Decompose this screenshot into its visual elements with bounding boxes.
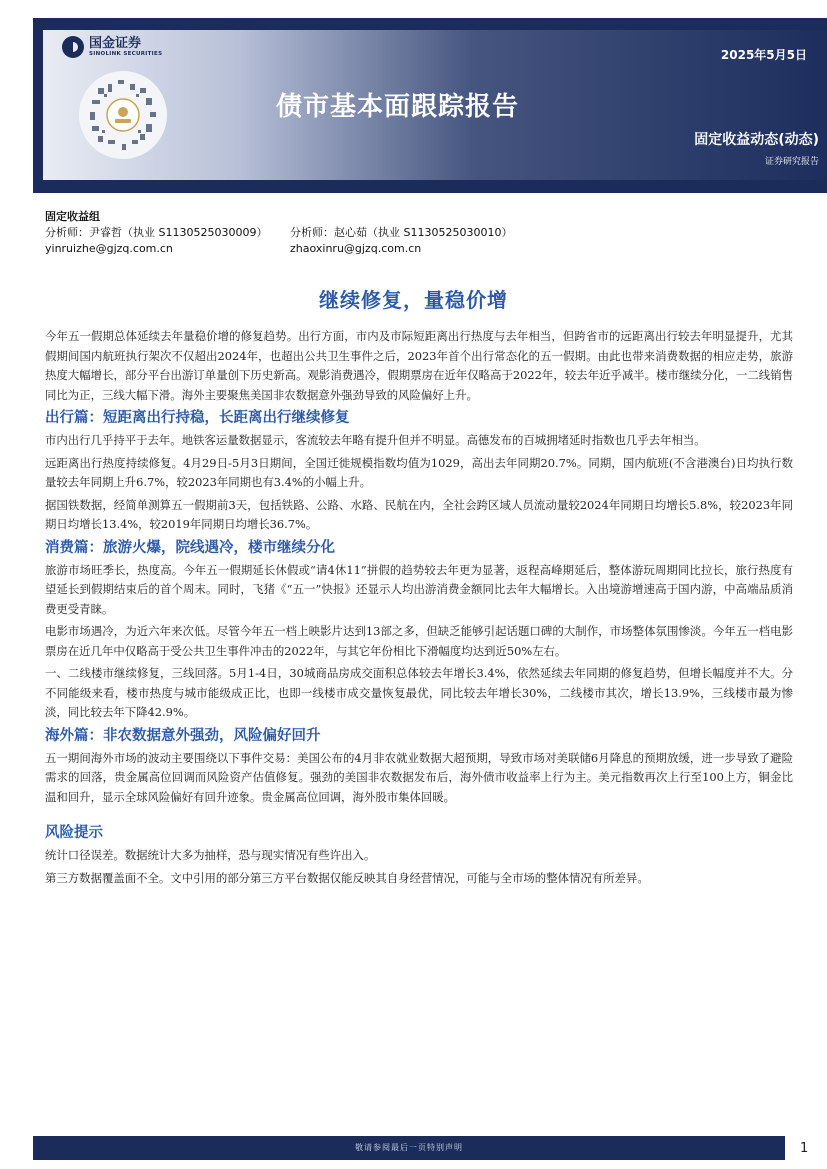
logo-mark-icon xyxy=(62,36,84,58)
analyst-1-email[interactable]: yinruizhe@gjzq.com.cn xyxy=(45,242,173,255)
paragraph: 第三方数据覆盖面不全。文中引用的部分第三方平台数据仅能反映其自身经营情况，可能与全市场的整体情况有所差异。 xyxy=(45,870,649,885)
analyst-2-email[interactable]: zhaoxinru@gjzq.com.cn xyxy=(290,242,422,255)
logo-name-en: SINOLINK SECURITIES xyxy=(89,50,163,57)
report-title: 债市基本面跟踪报告 xyxy=(276,92,520,122)
report-type: 固定收益动态(动态) xyxy=(694,132,819,148)
research-group: 固定收益组 xyxy=(45,210,100,223)
qr-code-icon xyxy=(78,70,168,160)
footer-disclaimer: 敬请参阅最后一页特别声明 xyxy=(355,1143,463,1152)
page-number: 1 xyxy=(800,1141,809,1156)
paragraph: 据国铁数据，经简单测算五一假期前3天，包括铁路、公路、水路、民航在内，全社会跨区域人员流动量较2024年同期日均增长5.8%，较2023年同期日均增长13.4%，较2019年同期日均增长36.7%。 xyxy=(45,497,793,531)
paragraph: 一、二线楼市继续修复，三线回落。5月1-4日，30城商品房成交面积总体较去年增长3.4%，依然延续去年同期的修复趋势，但增长幅度并不大。分不同能级来看，楼市热度与城市能级成正比，也即一线楼市成交量恢复最优，同比较去年增长30%，二线楼市其次，增长13.9%，三线楼市最为惨淡，同比较去年下降42.9%。 xyxy=(45,666,793,719)
paragraph: 市内出行几乎持平于去年。地铁客运量数据显示，客流较去年略有提升但并不明显。高德发布的百城拥堵延时指数也几乎去年相当。 xyxy=(45,433,706,447)
report-date: 2025年5月5日 xyxy=(720,48,807,62)
report-body xyxy=(45,327,793,891)
paragraph: 旅游市场旺季长，热度高。今年五一假期延长休假或“请4休11”拼假的趋势较去年更为显著，返程高峰期延后，整体游玩周期同比拉长，旅行热度有望延长到假期结束后的首个周末。同时，飞猪《“五一”快报》还显示人均出游消费金额同比去年大幅增长。入出境游增速高于国内游，中高端品质消费更受青睐。 xyxy=(45,562,793,616)
section-title-overseas: 海外篇：非农数据意外强劲，风险偏好回升 xyxy=(45,727,321,744)
section-title-risk: 风险提示 xyxy=(45,825,103,841)
paragraph: 统计口径误差。数据统计大多为抽样，恐与现实情况有些许出入。 xyxy=(45,848,376,862)
section-title-travel: 出行篇：短距离出行持稳，长距离出行继续修复 xyxy=(45,410,350,426)
company-logo xyxy=(62,36,162,58)
logo-name-cn: 国金证券 xyxy=(89,35,142,51)
section-title-consumption: 消费篇：旅游火爆，院线遇冷，楼市继续分化 xyxy=(45,539,335,556)
intro-paragraph: 今年五一假期总体延续去年量稳价增的修复趋势。出行方面，市内及市际短距离出行热度与去年相当，但跨省市的远距离出行较去年明显提升，尤其假期间国内航班执行架次不仅超出2024年，也超出公共卫生事件之后，2023年首个出行常态化的五一假期。由此也带来消费数据的相应走势，旅游热度大幅增长，部分平台出游订单量创下历史新高。观影消费遇冷，假期票房在近年仅略高于2022年，较去年近乎减半。楼市继续分化，一二线销售同比为正，三线大幅下滑。海外主要聚焦美国非农数据意外强劲导致的风险偏好上升。 xyxy=(45,329,793,402)
author-block xyxy=(45,209,512,257)
analyst-1: 分析师：尹睿哲（执业 S1130525030009） xyxy=(45,226,268,239)
paragraph: 电影市场遇冷，为近六年来次低。尽管今年五一档上映影片达到13部之多，但缺乏能够引起话题口碑的大制作，市场整体氛围惨淡。今年五一档电影票房在近几年中仅略高于受公共卫生事件冲击的2022年，与其它年份相比下滑幅度均达到近50%左右。 xyxy=(45,624,793,658)
paragraph: 五一期间海外市场的波动主要围绕以下事件交易：美国公布的4月非农就业数据大超预期，导致市场对美联储6月降息的预期放缓，进一步导致了避险需求的回落，贵金属高位回调而风险资产估值修复。强劲的美国非农数据发布后，海外债市收益率上行为主。美元指数再次上行至100上方，铜金比温和回升，显示全球风险偏好有回升迹象。贵金属高位回调，海外股市集体回暖。 xyxy=(45,750,793,804)
report-headline: 继续修复，量稳价增 xyxy=(319,288,508,312)
paragraph: 远距离出行热度持续修复。4月29日-5月3日期间，全国迁徙规模指数均值为1029，高出去年同期20.7%。同期，国内航班(不含港澳台)日均执行数量较去年同期上升6.7%，较2023年同期也有3.4%的小幅上升。 xyxy=(45,455,793,489)
footer-bar xyxy=(33,1136,785,1160)
analyst-2: 分析师：赵心茹（执业 S1130525030010） xyxy=(290,226,513,239)
report-category: 证券研究报告 xyxy=(764,157,819,167)
